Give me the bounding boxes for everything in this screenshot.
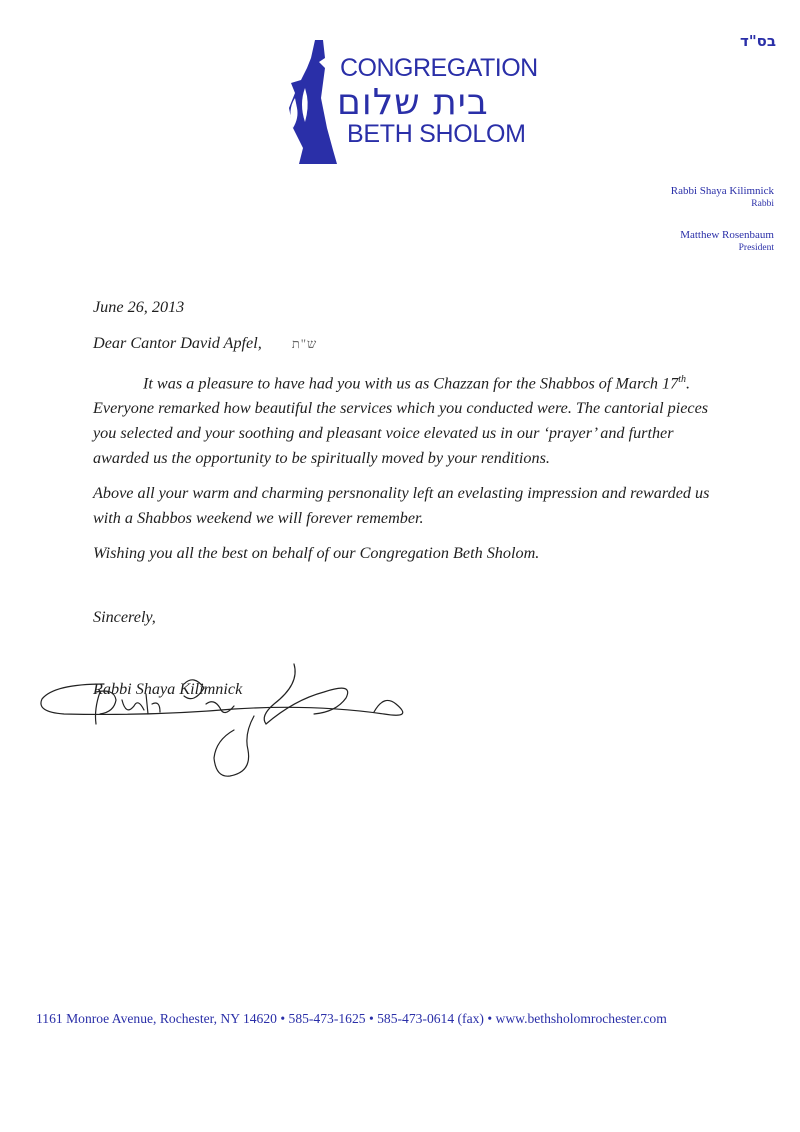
handwritten-note: ש"ת bbox=[291, 336, 318, 351]
letterhead-footer bbox=[36, 1011, 667, 1027]
officer-rabbi bbox=[671, 184, 774, 210]
footer-address: 1161 Monroe Avenue, Rochester, NY 14620 bbox=[36, 1011, 277, 1026]
salutation-text: Dear Cantor David Apfel, bbox=[93, 334, 262, 352]
letter-closing: Sincerely, bbox=[93, 608, 156, 627]
logo-congregation-text: CONGREGATION bbox=[340, 54, 538, 82]
footer-website-link[interactable]: www.bethsholomrochester.com bbox=[495, 1011, 667, 1026]
officer-name: Rabbi Shaya Kilimnick bbox=[670, 185, 774, 197]
letter-signer: Rabbi Shaya Kilimnick bbox=[93, 680, 243, 699]
officer-title: Rabbi bbox=[751, 199, 774, 209]
footer-separator: • bbox=[365, 1011, 378, 1026]
logo-hebrew-text: בית שלום bbox=[337, 82, 489, 123]
logo-beth-sholom-text: BETH SHOLOM bbox=[347, 120, 526, 148]
officer-president bbox=[671, 228, 774, 254]
letter-date: June 26, 2013 bbox=[93, 298, 185, 316]
paragraph-1-ordinal: th bbox=[678, 374, 687, 385]
congregation-logo bbox=[285, 38, 538, 168]
footer-separator: • bbox=[483, 1011, 496, 1026]
footer-separator: • bbox=[276, 1011, 289, 1026]
paragraph-1-rest: . Everyone remarked how beautiful the services which you conducted were. The cantorial pieces you selected and your soothing and pleasant voice elevated us in our ‘prayer’ and further awarded us the opportunity to be spiritually moved by your renditions. bbox=[93, 374, 709, 468]
torah-crown-icon bbox=[285, 38, 345, 168]
officer-name: Matthew Rosenbaum bbox=[680, 229, 774, 241]
paragraph-3: Wishing you all the best on behalf of our Congregation Beth Sholom. bbox=[93, 544, 540, 563]
paragraph-1 bbox=[93, 367, 733, 471]
hebrew-blessing-mark: בס"ד bbox=[740, 32, 776, 50]
paragraph-1-start: It was a pleasure to have had you with us as Chazzan for the Shabbos of March 17 bbox=[143, 374, 679, 393]
footer-fax: 585-473-0614 (fax) bbox=[377, 1011, 484, 1026]
paragraph-2: Above all your warm and charming persnonality left an evelasting impression and rewarded us with a Shabbos weekend we will forever remember. bbox=[93, 484, 710, 528]
letter-salutation bbox=[93, 332, 733, 355]
handwritten-signature bbox=[34, 654, 414, 784]
footer-phone: 585-473-1625 bbox=[288, 1011, 366, 1026]
officers-list bbox=[671, 184, 774, 272]
officer-title: President bbox=[738, 243, 774, 253]
